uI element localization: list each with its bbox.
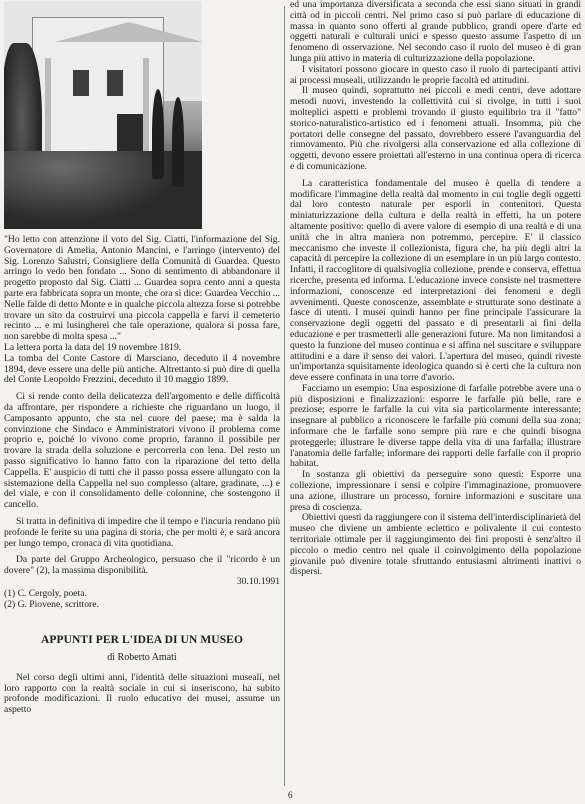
body-paragraph: Obiettivi questi da raggiungere con il sistema dell'interdisciplinarietà del museo che diviene un ambiente eclettico e polivalente il cui contesto territoriale ottimale per il raggiungimento dei fini proposti è senz'altro il piccolo o medio centro nel quale il coinvolgimento della popolazione giovanile può divenire totale sfruttando entusiasmi altrimenti inattivi o dispersi. (290, 512, 581, 578)
footnote: (1) C. Cergoly, poeta. (4, 587, 87, 599)
tombs-note: La tomba del Conte Castore di Marsciano, deceduto il 4 novembre 1894, deve essere una delle più antiche. Altrettanto si può dire di quella del Conte Leopoldo Frezzini, deceduto il 10 maggio 1899. (4, 352, 280, 386)
photo-church-window (73, 70, 89, 96)
footnote: (2) G. Piovene, scrittore. (4, 598, 99, 610)
letter-date-note: La lettera porta la data del 19 novembre 1819. (4, 341, 182, 353)
photo-cypress (172, 97, 184, 187)
right-column (290, 0, 581, 804)
article-byline: di Roberto Amati (107, 651, 177, 663)
body-paragraph: La caratteristica fondamentale del museo è quella di tendere a modificare l'immagine della realtà dal momento in cui toglie degli oggetti dal loro contesto naturale per esporli in contenitori. Questa miniaturizzazione della cultura e della realtà in effetti, ha un potere altamente positivo: quello di avere valore di esempio di una realtà e di una unità che in altra maniera non potremmo, percepire. E' il classico meccanismo che investe il collezionista, figura che, ha più degli altri la capacità di percepire la collezione di un esemplare in un più largo contesto. Infatti, il raccoglitore di qualsivoglia collezione, prende e conserva, effettua ricerche, presenta ed informa. L'educazione invece consiste nel trasmettere informazioni, conoscenze ed interpretazioni dei fenomeni e degli avvenimenti. Queste conoscenze, assemblate e strutturate sono destinate a fasce di utenti. I musei quindi hanno per fine principale l'assicurare la conservazione degli oggetti del passato e di presentarli ai fini della educazione e per trasmetterli alle generazioni future. Ma non limitandosi a questo la funzione del museo continua e si affina nel suscitare e sviluppare attitudini e a dare il senso dei valori. L'apertura del museo, quindi riveste un'importanza squisitamente ideologica quando si è certi che la cultura non deve essere confinata in una torre d'avorio. (290, 177, 581, 384)
body-paragraph: In sostanza gli obiettivi da perseguire sono questi: Esporre una collezione, impressionare i sensi e colpire l'immaginazione, promuovere una azione, illustrare un processo, fornire informazioni e suscitare una presa di coscienza. (290, 469, 581, 513)
letter-quote (4, 235, 280, 386)
photo-cypress (152, 89, 164, 179)
body-paragraph: Il museo quindi, soprattutto nei piccoli e medi centri, deve adottare metodi nuovi, investendo la collettività cui si rivolge, in tutti i suoi molteplici aspetti e problemi trovando il giusto equilibrio tra il "fatto" storico-naturalistico-artistico ed i fenomeni attuali. Insomma, più che portatori delle consegne del passato, dovrebbero essere l'avanguardia del rinnovamento. Più che rivolgersi alla conservazione ed alla collezione di oggetti, devono essere proiettati all'esterno in una continua opera di ricerca e di comunicazione. (290, 85, 581, 172)
photo-church-pediment (55, 22, 202, 42)
body-paragraph: Da parte del Gruppo Archeologico, persuaso che il "ricordo è un dovere" (2), la massima disponibilità. (4, 554, 280, 577)
photo-church-facade (32, 17, 164, 159)
quote-text: "Ho letto con attenzione il voto del Sig. Ciatti, l'informazione del Sig. Governatore di Amelia, Antonio Mancini, e l'arringo (intervento) del Sig. Lorenzo Salustri, Consigliere della Comunità di Guardea. Questo arringo lo vedo ben fondato ... Sono di sentimento di abbandonare il progetto proposto dal Sig. Ciatti ... Guardea sopra cento anni a questa parte era fabbricata sopra un monte, che ora si dice: Guardea Vecchio ... Nelle falde di detto Monte e in qualche piccola altezza forse si potrebbe trovare un sito da costruirvi una piccola cappella e farvi il cemeterio recinto ... e mi lusingherei che tale operazione, qualora si possa fare, non sarebbe di molta spesa ..." (4, 234, 280, 343)
page-number: 6 (288, 790, 293, 800)
body-paragraph: Facciamo un esempio: Una esposizione di farfalle potrebbe avere una o più disposizioni e finalizzazioni: esporre le farfalle più belle, rare e preziose; esporre le farfalle la cui vita sia particolarmente interessante; insegnare al pubblico a riconoscere le farfalle più comuni della sua zona; informare che le farfalle sono sempre più rare e che quindi bisogna proteggerle; illustrare le diverse tappe della vita di una farfalla; illustrare l'anatomia delle farfalle; informare dei rapporti delle farfalle con il proprio habitat. (290, 382, 581, 470)
left-column (4, 0, 280, 804)
body-paragraph: Ci si rende conto della delicatezza dell'argomento e delle difficoltà da affrontare, per rispondere a richieste che riguardano un luogo, il Camposanto appunto, che sta nel cuore del paese; ma è salda la convinzione che Sindaco e Amministratori vivono il problema come proprio e, poiché lo vivono come proprio, faranno il possibile per trovare la strada della soluzione e percorrerla con lena. Del resto un passo significativo lo hanno fatto con la riparazione del tetto della Cappella. E' auspicio di tutti che il passo possa essere allungato con la sistemazione della Cappella nel suo complesso (altare, gradinate, ...) e del viale, e con il consolidamento delle colonnine, che sostengono il cancello. (4, 391, 280, 511)
body-paragraph: Si tratta in definitiva di impedire che il tempo e l'incuria rendano più profonde le ferite su una pagina di storia, che per molti è, e sarà ancora per lungo tempo, cronaca di vita quotidiana. (4, 515, 280, 549)
column-divider (284, 6, 285, 786)
signature-date: 30.10.1991 (236, 575, 280, 587)
article-title: APPUNTI PER L'IDEA DI UN MUSEO (40, 633, 244, 646)
photo-church-window (107, 70, 123, 96)
body-paragraph: I visitatori possono giocare in questo caso il ruolo di partecipanti attivi ai processi museali, utilizzando le proprie facoltà ed attitudini. (290, 63, 581, 86)
article-intro: Nel corso degli ultimi anni, l'identità delle situazioni musealí, nel loro rapporto con la realtà sociale in cui si inseriscono, ha subito profonde modificazioni. Il ruolo educativo dei musei, assume un aspetto (4, 671, 280, 716)
body-paragraph: ed una importanza diversificata a seconda che essi siano situati in grandi città od in piccoli centri. Nel primo caso si può parlare di educazione di massa in quanto sono offerti al grande pubblico, grandi opere d'arte ed oggetti naturali e culturali unici e spesso questo assume l'aspetto di un fenomeno di osservazione. Nel secondo caso il ruolo del museo è di gran lunga più attivo in materia di culturizzazione della popolazione. (290, 0, 581, 64)
church-photo (4, 1, 202, 229)
